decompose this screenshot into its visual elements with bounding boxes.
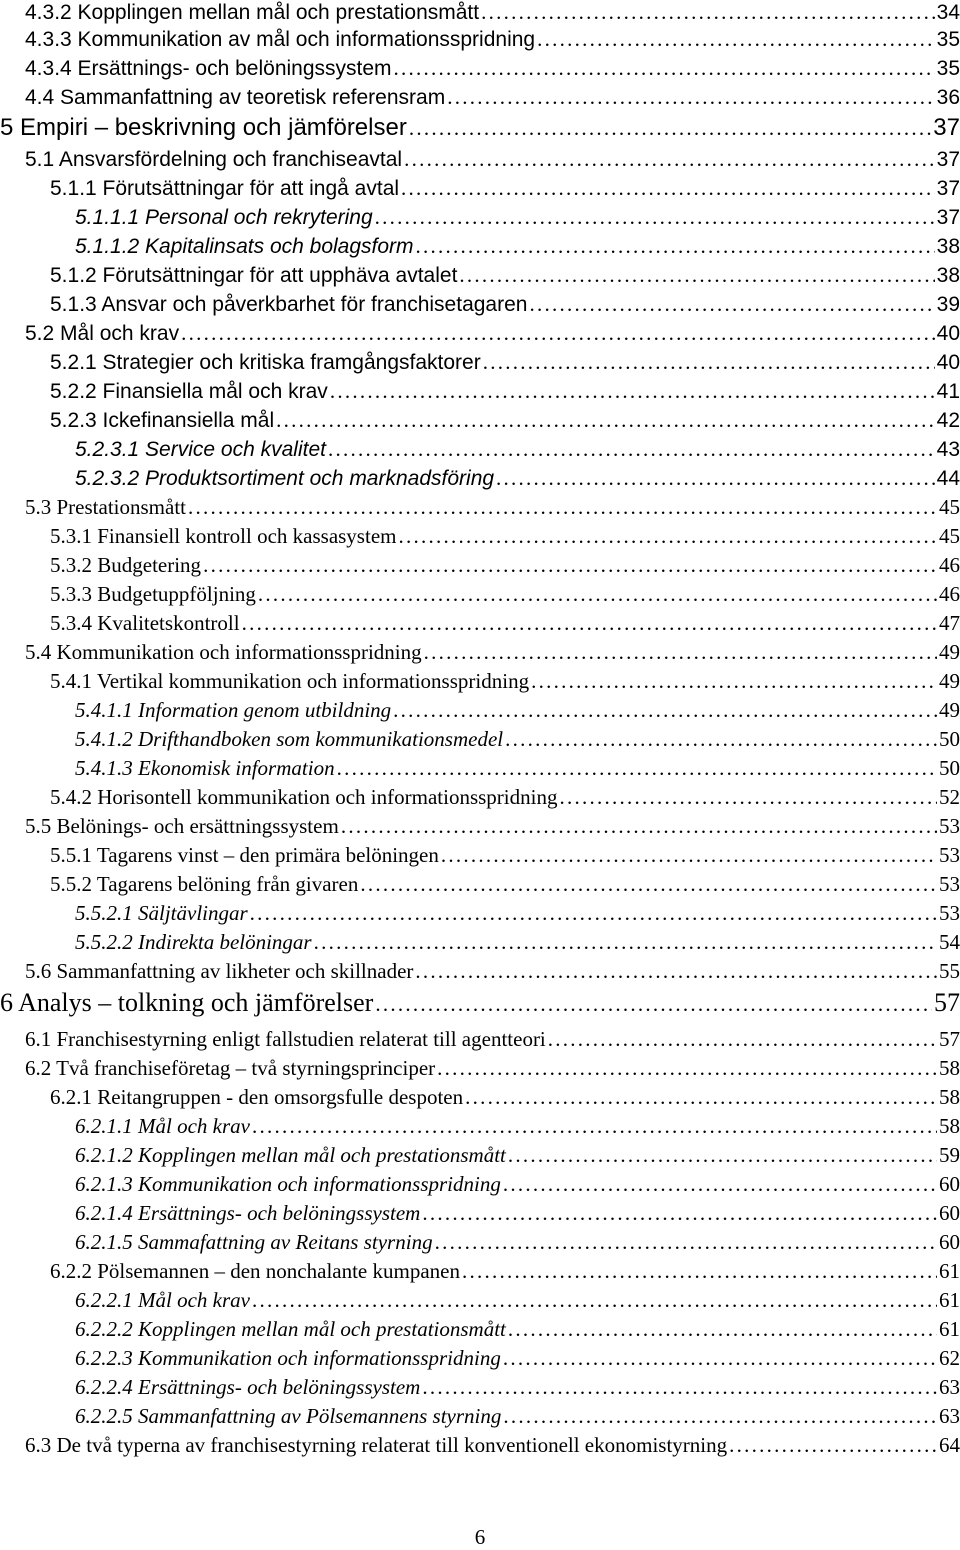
toc-entry-label: 5 Empiri – beskrivning och jämförelser [0, 114, 407, 141]
toc-entry[interactable] [0, 1201, 960, 1230]
toc-entry[interactable] [0, 669, 960, 698]
toc-entry-label: 6.3 De två typerna av franchisestyrning relaterat till konventionell ekonomistyrning [25, 1433, 728, 1457]
toc-entry-page: 58 [939, 1114, 960, 1138]
toc-entry[interactable] [0, 1288, 960, 1317]
dot-leader [537, 27, 935, 52]
toc-entry-label: 5.4.1.2 Drifthandboken som kommunikationsmedel [75, 727, 504, 751]
toc-entry-page: 40 [936, 351, 960, 374]
toc-entry-label: 5.4.1 Vertikal kommunikation och informationsspridning [50, 669, 530, 693]
dot-leader [314, 930, 937, 955]
dot-leader [409, 116, 931, 141]
toc-entry[interactable] [0, 1346, 960, 1375]
dot-leader [559, 785, 937, 810]
dot-leader [328, 437, 935, 462]
toc-entry[interactable] [0, 292, 960, 321]
dot-leader [496, 466, 935, 491]
toc-entry[interactable] [0, 1259, 960, 1288]
dot-leader [252, 1114, 937, 1139]
toc-entry-page: 49 [939, 640, 960, 664]
toc-entry[interactable] [0, 872, 960, 901]
toc-entry-page: 64 [939, 1433, 960, 1457]
toc-entry[interactable] [0, 1404, 960, 1433]
dot-leader [375, 205, 935, 230]
dot-leader [503, 1404, 937, 1429]
toc-entry[interactable] [0, 524, 960, 553]
toc-entry-page: 49 [939, 669, 960, 693]
dot-leader [341, 814, 937, 839]
toc-entry-page: 57 [934, 988, 960, 1017]
toc-entry[interactable] [0, 437, 960, 466]
dot-leader [401, 176, 935, 201]
dot-leader [508, 1317, 937, 1342]
toc-entry-label: 5.5.1 Tagarens vinst – den primära belöningen [50, 843, 439, 867]
toc-entry[interactable] [0, 1056, 960, 1085]
toc-entry-label: 6.2.1.2 Kopplingen mellan mål och prestationsmått [75, 1143, 506, 1167]
toc-entry[interactable] [0, 263, 960, 292]
toc-entry-page: 57 [939, 1027, 960, 1051]
toc-entry-label: 5.3.4 Kvalitetskontroll [50, 611, 240, 635]
toc-entry[interactable] [0, 1027, 960, 1056]
dot-leader [404, 147, 935, 172]
dot-leader [394, 56, 935, 81]
toc-entry[interactable] [0, 959, 960, 988]
toc-entry-page: 40 [936, 322, 960, 345]
toc-entry-label: 5.1.2 Förutsättningar för att upphäva avtalet [50, 264, 458, 287]
dot-leader [188, 495, 937, 520]
toc-entry[interactable] [0, 1433, 960, 1462]
toc-entry-label: 6.2.1.4 Ersättnings- och belöningssystem [75, 1201, 421, 1225]
dot-leader [416, 234, 935, 259]
toc-entry[interactable] [0, 1085, 960, 1114]
dot-leader [422, 1201, 937, 1226]
toc-entry-label: 6 Analys – tolkning och jämförelser [0, 988, 374, 1017]
dot-leader [258, 582, 937, 607]
toc-entry-label: 6.2.2.2 Kopplingen mellan mål och prestationsmått [75, 1317, 506, 1341]
toc-entry[interactable] [0, 350, 960, 379]
toc-entry[interactable] [0, 1114, 960, 1143]
dot-leader [465, 1085, 937, 1110]
toc-entry-label: 5.1 Ansvarsfördelning och franchiseavtal [25, 148, 403, 171]
dot-leader [181, 321, 935, 346]
toc-entry[interactable] [0, 901, 960, 930]
toc-entry-label: 5.5.2.1 Säljtävlingar [75, 901, 248, 925]
toc-entry-label: 6.2.2 Pölsemannen – den nonchalante kumpanen [50, 1259, 460, 1283]
toc-entry-page: 43 [936, 438, 960, 461]
toc-entry-page: 35 [936, 28, 960, 51]
toc-entry-label: 5.2.1 Strategier och kritiska framgångsfaktorer [50, 351, 481, 374]
toc-entry-label: 6.2.1.5 Sammafattning av Reitans styrning [75, 1230, 433, 1254]
toc-entry-page: 61 [939, 1317, 960, 1341]
toc-entry-page: 63 [939, 1375, 960, 1399]
toc-entry-label: 4.3.4 Ersättnings- och belöningssystem [25, 57, 392, 80]
toc-entry-label: 5.4.1.3 Ekonomisk information [75, 756, 335, 780]
toc-entry[interactable] [0, 176, 960, 205]
dot-leader [462, 1259, 937, 1284]
toc-entry-label: 6.2.2.4 Ersättnings- och belöningssystem [75, 1375, 421, 1399]
toc-entry-label: 4.3.2 Kopplingen mellan mål och prestationsmått [25, 1, 480, 24]
toc-entry[interactable] [0, 147, 960, 176]
dot-leader [548, 1027, 937, 1052]
toc-entry-page: 53 [939, 843, 960, 867]
toc-entry-page: 34 [936, 1, 960, 24]
toc-entry-label: 5.4.1.1 Information genom utbildning [75, 698, 392, 722]
toc-entry-page: 45 [939, 524, 960, 548]
toc-entry-label: 5.5.2 Tagarens belöning från givaren [50, 872, 359, 896]
dot-leader [447, 85, 934, 110]
toc-entry[interactable] [0, 379, 960, 408]
toc-entry-label: 6.2.2.5 Sammanfattning av Pölsemannens styrning [75, 1404, 502, 1428]
toc-entry-page: 54 [939, 930, 960, 954]
dot-leader [252, 1288, 937, 1313]
dot-leader [531, 669, 937, 694]
dot-leader [729, 1433, 937, 1458]
dot-leader [503, 1172, 937, 1197]
toc-entry-label: 5.4 Kommunikation och informationsspridning [25, 640, 422, 664]
toc-entry-page: 37 [936, 148, 960, 171]
toc-entry-page: 55 [939, 959, 960, 983]
toc-entry[interactable] [0, 408, 960, 437]
toc-entry-page: 45 [939, 495, 960, 519]
toc-entry-label: 4.3.3 Kommunikation av mål och informationsspridning [25, 28, 536, 51]
toc-entry[interactable] [0, 234, 960, 263]
toc-entry-page: 59 [939, 1143, 960, 1167]
dot-leader [459, 263, 934, 288]
toc-entry-label: 5.5 Belönings- och ersättningssystem [25, 814, 339, 838]
toc-entry[interactable] [0, 114, 960, 147]
dot-leader [424, 640, 937, 665]
toc-entry-page: 60 [939, 1172, 960, 1196]
toc-entry-page: 49 [939, 698, 960, 722]
toc-entry-page: 53 [939, 901, 960, 925]
toc-entry-page: 61 [939, 1259, 960, 1283]
toc-entry-page: 39 [936, 293, 960, 316]
toc-entry-label: 5.3.3 Budgetuppföljning [50, 582, 256, 606]
dot-leader [422, 1375, 937, 1400]
dot-leader [398, 524, 937, 549]
toc-entry-label: 5.2.3.1 Service och kvalitet [75, 438, 326, 461]
toc-entry-page: 50 [939, 756, 960, 780]
toc-entry-label: 6.2 Två franchiseföretag – två styrningsprinciper [25, 1056, 436, 1080]
toc-entry-page: 60 [939, 1230, 960, 1254]
dot-leader [483, 350, 935, 375]
toc-entry-label: 5.3 Prestationsmått [25, 495, 186, 519]
toc-entry-label: 5.1.1 Förutsättningar för att ingå avtal [50, 177, 400, 200]
dot-leader [330, 379, 935, 404]
toc-entry[interactable] [0, 56, 960, 85]
dot-leader [435, 1230, 937, 1255]
toc-entry-page: 41 [936, 380, 960, 403]
toc-entry[interactable] [0, 698, 960, 727]
dot-leader [375, 992, 932, 1017]
toc-entry[interactable] [0, 785, 960, 814]
toc-entry-page: 61 [939, 1288, 960, 1312]
dot-leader [415, 959, 937, 984]
toc-entry-page: 37 [936, 177, 960, 200]
toc-entry[interactable] [0, 640, 960, 669]
toc-entry[interactable] [0, 1172, 960, 1201]
toc-entry-label: 5.6 Sammanfattning av likheter och skillnader [25, 959, 414, 983]
dot-leader [360, 872, 937, 897]
toc-entry[interactable] [0, 27, 960, 56]
toc-entry-page: 44 [936, 467, 960, 490]
toc-entry-page: 46 [939, 582, 960, 606]
dot-leader [441, 843, 937, 868]
toc-entry-page: 36 [936, 86, 960, 109]
toc-entry-label: 5.1.3 Ansvar och påverkbarhet för franchisetagaren [50, 293, 528, 316]
page-number: 6 [474, 1525, 486, 1549]
toc-entry[interactable] [0, 727, 960, 756]
toc-entry[interactable] [0, 321, 960, 350]
toc-entry-label: 5.5.2.2 Indirekta belöningar [75, 930, 312, 954]
toc-entry-label: 6.2.1 Reitangruppen - den omsorgsfulle despoten [50, 1085, 464, 1109]
toc-entry-page: 35 [936, 57, 960, 80]
toc-entry-label: 6.2.1.3 Kommunikation och informationsspridning [75, 1172, 501, 1196]
dot-leader [242, 611, 937, 636]
toc-entry-page: 38 [936, 235, 960, 258]
toc-entry-label: 5.2.2 Finansiella mål och krav [50, 380, 328, 403]
toc-entry-page: 50 [939, 727, 960, 751]
toc-entry-page: 46 [939, 553, 960, 577]
dot-leader [250, 901, 937, 926]
toc-entry-label: 6.2.2.3 Kommunikation och informationsspridning [75, 1346, 501, 1370]
toc-entry[interactable] [0, 85, 960, 114]
toc-entry-label: 5.2 Mål och krav [25, 322, 180, 345]
toc-entry-page: 58 [939, 1056, 960, 1080]
dot-leader [529, 292, 934, 317]
toc-entry-label: 5.3.1 Finansiell kontroll och kassasystem [50, 524, 397, 548]
dot-leader [505, 727, 937, 752]
toc-entry-label: 6.2.1.1 Mål och krav [75, 1114, 250, 1138]
dot-leader [508, 1143, 937, 1168]
toc-entry-label: 6.1 Franchisestyrning enligt fallstudien relaterat till agentteori [25, 1027, 546, 1051]
toc-entry[interactable] [0, 1375, 960, 1404]
toc-entry-page: 53 [939, 814, 960, 838]
toc-entry-label: 5.2.3 Ickefinansiella mål [50, 409, 275, 432]
toc-entry-label: 6.2.2.1 Mål och krav [75, 1288, 250, 1312]
toc-entry[interactable] [0, 553, 960, 582]
toc-entry-page: 63 [939, 1404, 960, 1428]
toc-entry-page: 58 [939, 1085, 960, 1109]
toc-entry[interactable] [0, 466, 960, 495]
toc-entry-page: 37 [933, 114, 960, 141]
toc-entry[interactable] [0, 495, 960, 524]
toc-entry-page: 60 [939, 1201, 960, 1225]
dot-leader [437, 1056, 937, 1081]
toc-entry[interactable] [0, 814, 960, 843]
toc-entry-page: 52 [939, 785, 960, 809]
dot-leader [276, 408, 935, 433]
toc-entry[interactable] [0, 1317, 960, 1346]
toc-entry[interactable] [0, 1230, 960, 1259]
toc-entry-label: 5.4.2 Horisontell kommunikation och informationsspridning [50, 785, 558, 809]
toc-entry-page: 47 [939, 611, 960, 635]
toc-entry-page: 37 [936, 206, 960, 229]
toc-entry[interactable] [0, 205, 960, 234]
toc-entry[interactable] [0, 930, 960, 959]
toc-entry[interactable] [0, 843, 960, 872]
toc-entry-page: 38 [936, 264, 960, 287]
toc-entry[interactable] [0, 611, 960, 640]
toc-entry-label: 4.4 Sammanfattning av teoretisk referensram [25, 86, 446, 109]
toc-entry[interactable] [0, 988, 960, 1024]
toc-entry-label: 5.1.1.2 Kapitalinsats och bolagsform [75, 235, 414, 258]
toc-entry-page: 62 [939, 1346, 960, 1370]
dot-leader [481, 0, 935, 25]
toc-entry-page: 53 [939, 872, 960, 896]
toc-entry-label: 5.2.3.2 Produktsortiment och marknadsföring [75, 467, 495, 490]
toc-entry[interactable] [0, 0, 960, 29]
toc-entry-label: 5.3.2 Budgetering [50, 553, 202, 577]
dot-leader [393, 698, 937, 723]
toc-entry[interactable] [0, 1143, 960, 1172]
dot-leader [337, 756, 937, 781]
toc-entry-page: 42 [936, 409, 960, 432]
toc-entry-label: 5.1.1.1 Personal och rekrytering [75, 206, 373, 229]
toc-entry[interactable] [0, 756, 960, 785]
dot-leader [203, 553, 937, 578]
dot-leader [503, 1346, 937, 1371]
toc-entry[interactable] [0, 582, 960, 611]
